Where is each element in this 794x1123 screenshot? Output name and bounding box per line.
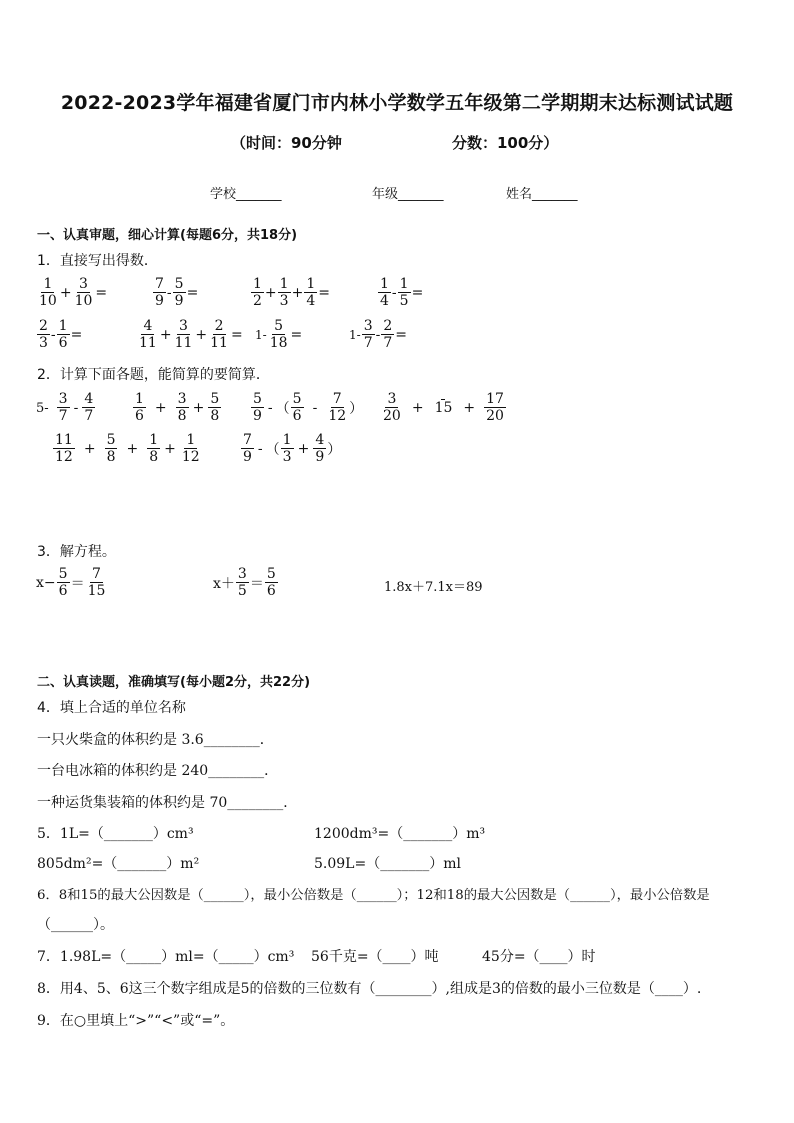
q2-expr-3: $\frac{5}{9}$ - （ $\frac{5}{6}$ - $\frac{7}{12}$ ） xyxy=(253,391,364,424)
fraction: $\frac{5}{6}$ xyxy=(58,566,68,599)
q7-item-b: 56千克=（____）吨 xyxy=(311,949,439,965)
fraction: $\frac{3}{10}$ xyxy=(74,276,93,309)
fraction: $\frac{2}{11}$ xyxy=(210,318,228,351)
q3-label: 3．解方程。 xyxy=(37,544,116,560)
q1-label: 1．直接写出得数． xyxy=(37,253,158,269)
fraction: $\frac{5}{6}$ xyxy=(292,391,302,424)
fraction: $\frac{5}{9}$ xyxy=(253,391,262,424)
q1-expr-7: 1- $\frac{5}{18}$ = xyxy=(255,318,303,351)
fraction: $\frac{1}{6}$ xyxy=(135,391,144,424)
fraction: $\frac{4}{11}$ xyxy=(139,318,157,351)
fraction: $\frac{4}{9}$ xyxy=(315,432,325,465)
q3-equation-2: x＋ $\frac{3}{5}$ ＝ $\frac{5}{6}$ xyxy=(213,566,276,599)
q5-item-b: 1200dm³=（_______）m³ xyxy=(314,826,486,842)
q1-expr-3: $\frac{1}{2}$ + $\frac{1}{3}$ + $\frac{1}{4}$ = xyxy=(253,276,330,309)
fraction: $\frac{5}{6}$ xyxy=(266,566,276,599)
q2-expr-1: 5- $\frac{3}{7}$ - $\frac{4}{7}$ xyxy=(36,391,94,424)
fraction: $\frac{1}{10}$ xyxy=(39,276,57,309)
name-field: 姓名_______ xyxy=(506,187,578,202)
fraction: $\frac{3}{20}$ xyxy=(383,391,401,424)
fraction: $\frac{3}{11}$ xyxy=(174,318,193,351)
fraction: $\frac{1}{6}$ xyxy=(58,318,68,351)
fraction: $\frac{7}{9}$ xyxy=(155,276,164,309)
q1-expr-4: $\frac{1}{4}$ - $\frac{1}{5}$ = xyxy=(380,276,424,309)
fraction: $\frac{5}{9}$ xyxy=(174,276,184,309)
q1-expr-8: 1- $\frac{3}{7}$ - $\frac{2}{7}$ = xyxy=(349,318,408,351)
q1-expr-6: $\frac{4}{11}$ + $\frac{3}{11}$ + $\frac{2}{11}$ = xyxy=(139,318,243,351)
q2-expr-5: $\frac{11}{12}$ + $\frac{5}{8}$ + $\frac{1}{8}$ + $\frac{1}{12}$ xyxy=(55,432,200,465)
fraction: $\frac{2}{7}$ xyxy=(383,318,393,351)
school-field: 学校_______ xyxy=(210,187,282,202)
exam-score: 分数：100分） xyxy=(452,134,559,152)
fraction: $\frac{1}{4}$ xyxy=(306,276,316,309)
q2-expr-4: $\frac{3}{20}$ + 15 + $\frac{17}{20}$ xyxy=(383,391,504,424)
fraction: $\frac{1}{4}$ xyxy=(380,276,389,309)
fraction: $\frac{5}{8}$ xyxy=(210,391,220,424)
fraction: 15 xyxy=(434,400,453,416)
fraction: $\frac{11}{12}$ xyxy=(55,432,73,465)
fraction: $\frac{3}{7}$ xyxy=(363,318,373,351)
q1-expr-1: $\frac{1}{10}$ + $\frac{3}{10}$ = xyxy=(39,276,108,309)
q4-line-2: 一台电冰箱的体积约是 240________． xyxy=(37,763,279,779)
exam-time: （时间：90分钟 xyxy=(231,134,342,152)
q6-line-2: （______）。 xyxy=(37,917,114,933)
q3-equation-1: x− $\frac{5}{6}$ ＝ $\frac{7}{15}$ xyxy=(36,566,106,599)
fraction: $\frac{7}{15}$ xyxy=(87,566,106,599)
q5-item-a: 5．1L=（_______）cm³ xyxy=(37,826,194,842)
q6-line-1: 6．8和15的最大公因数是（______），最小公倍数是（______）；12和18的最大公因数是（______），最小公倍数是 xyxy=(37,888,710,903)
fraction: $\frac{4}{7}$ xyxy=(84,391,94,424)
fraction: $\frac{1}{5}$ xyxy=(399,276,409,309)
fraction: $\frac{7}{9}$ xyxy=(243,432,252,465)
fraction: $\frac{3}{5}$ xyxy=(237,566,247,599)
q3-equation-3: 1.8x＋7.1x＝89 xyxy=(384,580,483,595)
fraction: $\frac{5}{18}$ xyxy=(269,318,288,351)
q2-expr-6: $\frac{7}{9}$ - （ $\frac{1}{3}$ + $\frac{4}{9}$ ） xyxy=(243,432,342,465)
fraction: $\frac{1}{12}$ xyxy=(181,432,200,465)
q7-item-a: 7．1.98L=（_____）ml=（_____）cm³ xyxy=(37,949,295,965)
q2-label: 2．计算下面各题，能简算的要简算． xyxy=(37,367,270,383)
fraction: $\frac{5}{8}$ xyxy=(106,432,116,465)
q7-item-c: 45分=（____）时 xyxy=(482,949,596,965)
q5-item-d: 5.09L=（_______）ml xyxy=(314,856,461,872)
fraction: $\frac{17}{20}$ xyxy=(486,391,504,424)
q5-item-c: 805dm²=（_______）m² xyxy=(37,856,200,872)
q9-text: 9．在○里填上“>”“<”或“=”。 xyxy=(37,1013,235,1029)
q4-label: 4．填上合适的单位名称 xyxy=(37,700,186,716)
q8-text: 8．用4、5、6这三个数字组成是5的倍数的三位数有（________）,组成是3的倍数的最小三位数是（____）. xyxy=(37,981,702,997)
fraction: $\frac{3}{7}$ xyxy=(58,391,68,424)
grade-field: 年级_______ xyxy=(372,187,444,202)
fraction: $\frac{1}{2}$ xyxy=(253,276,262,309)
fraction: $\frac{2}{3}$ xyxy=(39,318,48,351)
section1-heading: 一、认真审题，细心计算(每题6分，共18分) xyxy=(37,228,298,243)
page-title: 2022-2023学年福建省厦门市内林小学数学五年级第二学期期末达标测试试题 xyxy=(60,92,734,114)
q1-expr-5: $\frac{2}{3}$ - $\frac{1}{6}$ = xyxy=(39,318,83,351)
fraction: $\frac{1}{3}$ xyxy=(282,432,292,465)
section2-heading: 二、认真读题，准确填写(每小题2分，共22分) xyxy=(37,675,311,690)
fraction: $\frac{7}{12}$ xyxy=(328,391,347,424)
q4-line-3: 一种运货集装箱的体积约是 70________． xyxy=(37,795,298,811)
fraction: $\frac{3}{8}$ xyxy=(177,391,187,424)
q4-line-1: 一只火柴盒的体积约是 3.6________． xyxy=(37,732,274,748)
fraction: $\frac{1}{8}$ xyxy=(149,432,159,465)
q1-expr-2: $\frac{7}{9}$ - $\frac{5}{9}$ = xyxy=(155,276,199,309)
q2-expr-2: $\frac{1}{6}$ + $\frac{3}{8}$ + $\frac{5}{8}$ xyxy=(135,391,220,424)
fraction: $\frac{1}{3}$ xyxy=(279,276,289,309)
